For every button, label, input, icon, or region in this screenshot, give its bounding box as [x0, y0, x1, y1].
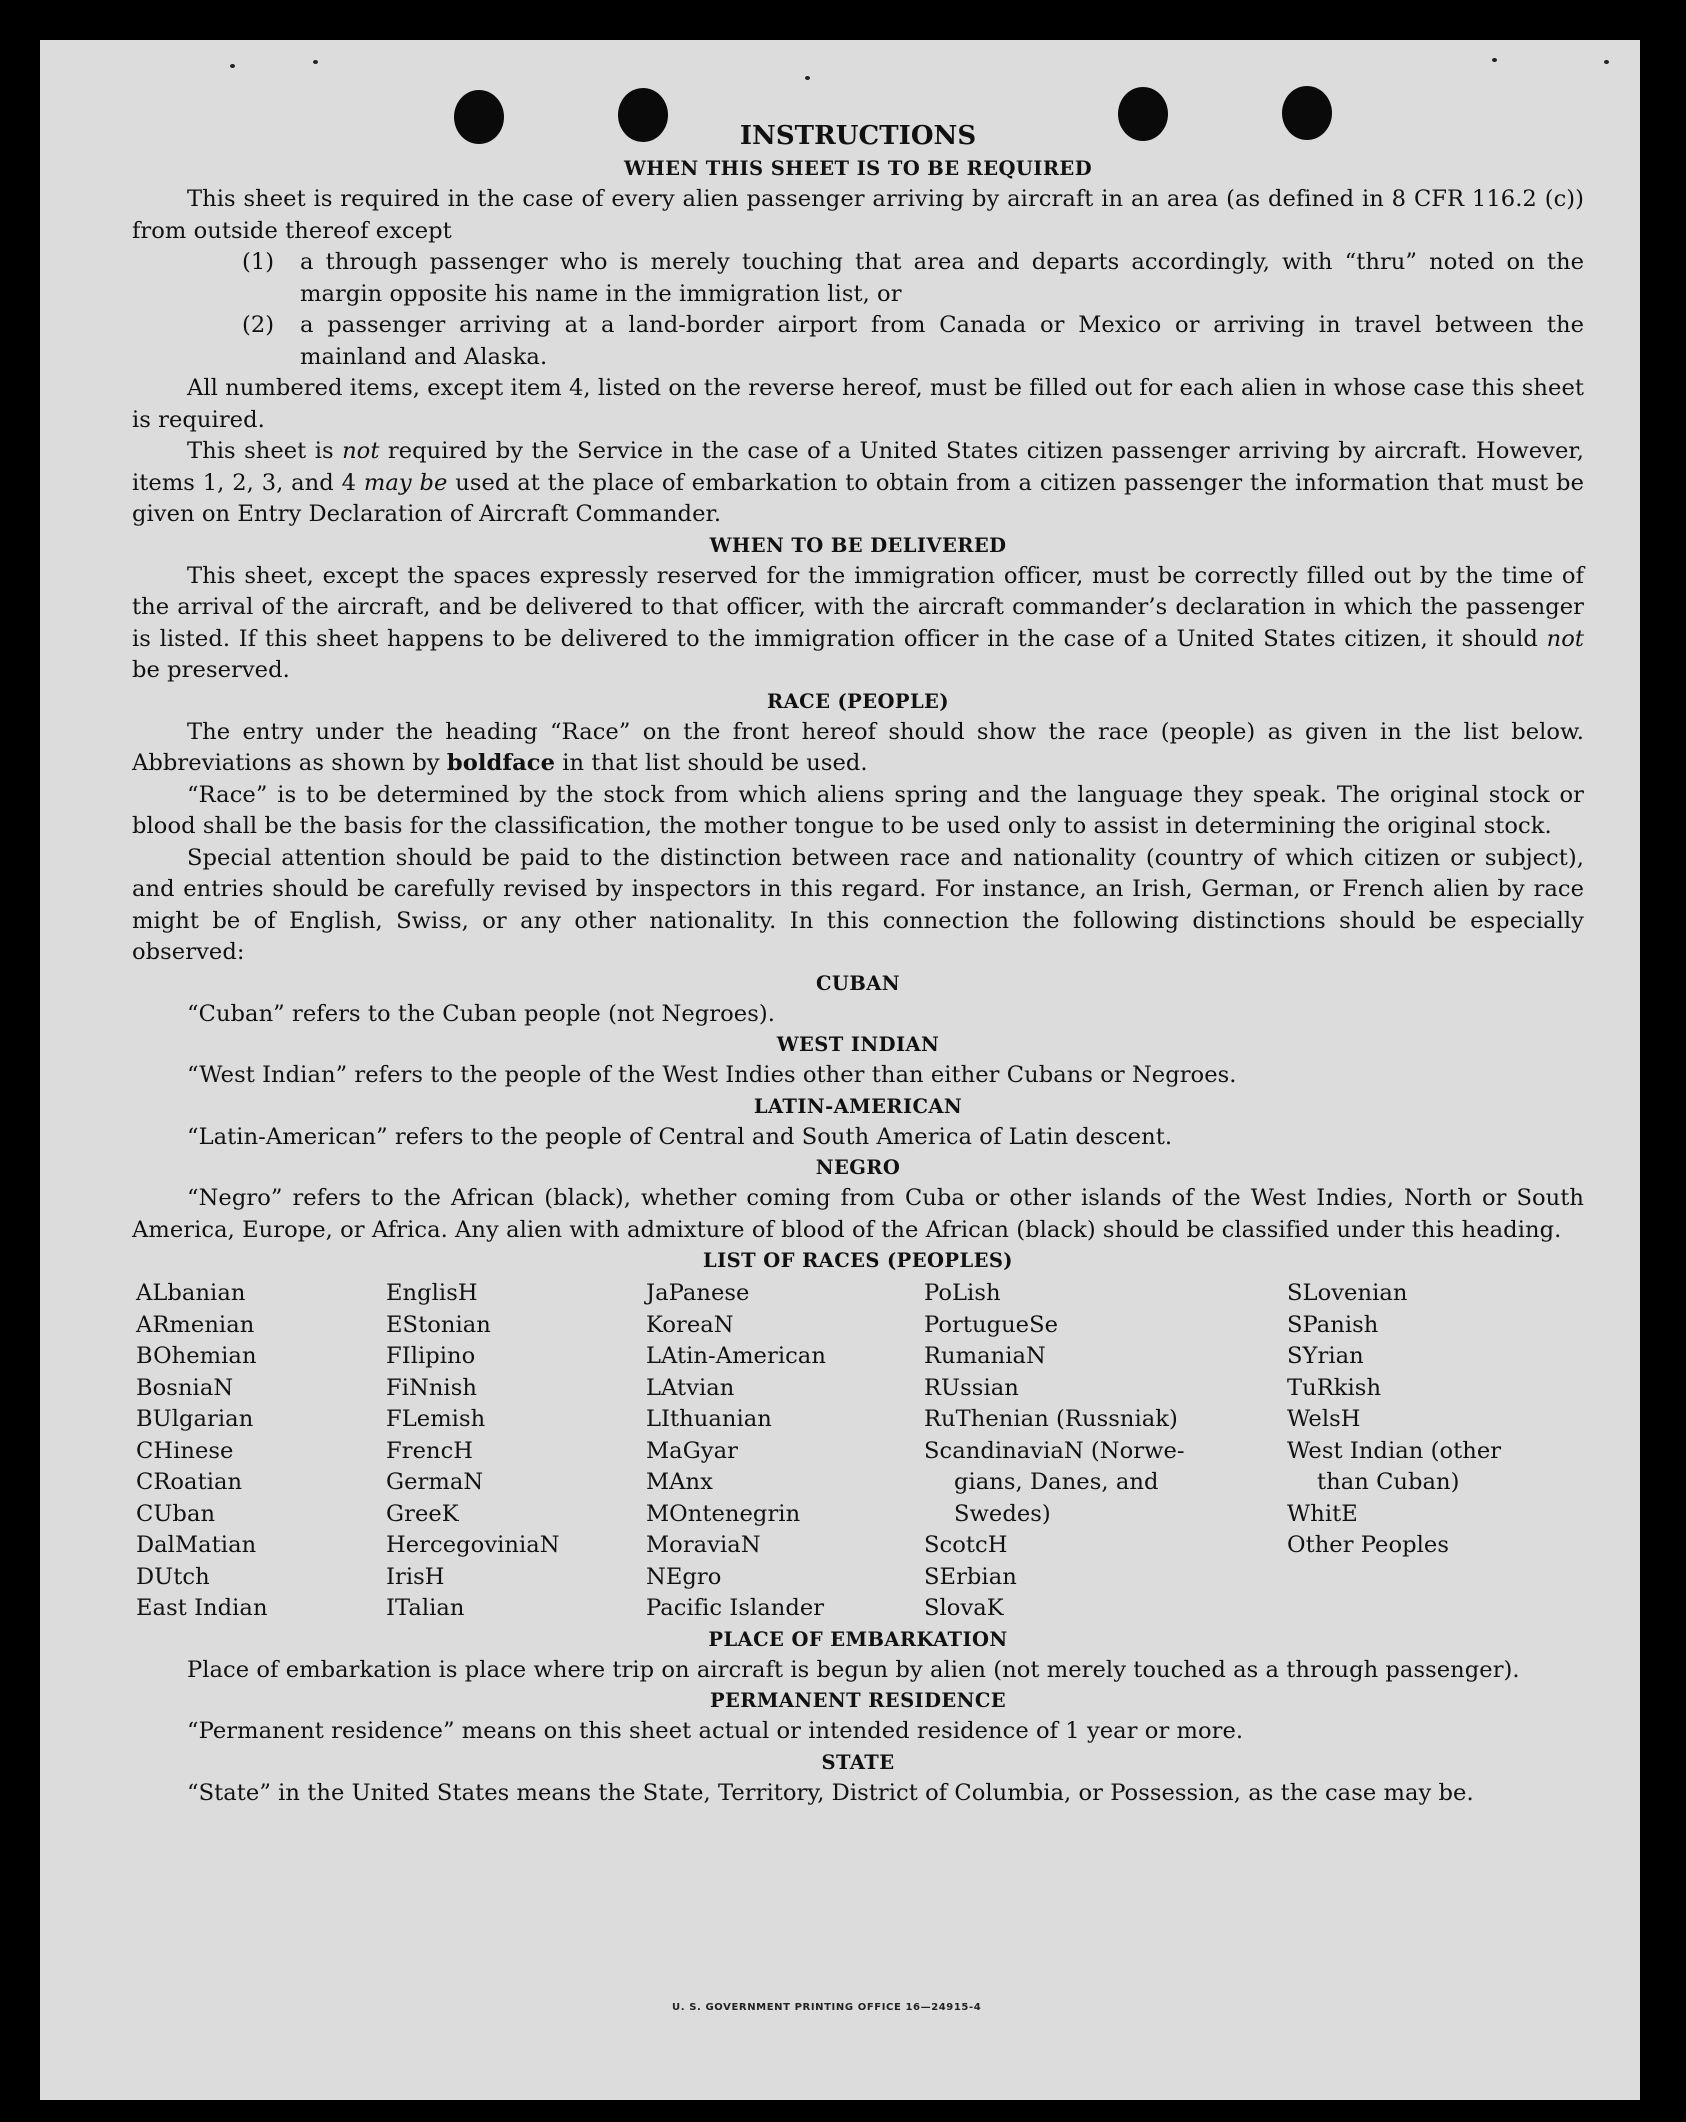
race-entry: MaGyar: [646, 1437, 738, 1464]
races-column: [1287, 1278, 1557, 1625]
race-entry: Swedes): [954, 1500, 1051, 1527]
race-entry: CRoatian: [136, 1469, 243, 1495]
race-entry: ITalian: [386, 1595, 465, 1621]
race-entry: DalMatian: [136, 1532, 257, 1558]
section-heading: WHEN THIS SHEET IS TO BE REQUIRED: [623, 157, 1093, 180]
section-heading: LATIN-AMERICAN: [753, 1094, 963, 1118]
race-entry: MoraviaN: [646, 1532, 761, 1558]
text-run: required by the Service in the case of a United States citizen passenger arriving by aircraft. However, items 1, 2, 3, and 4: [132, 438, 1584, 496]
race-entry: CUban: [136, 1500, 216, 1527]
paragraph: [132, 717, 1584, 780]
race-entry: BOhemian: [136, 1343, 257, 1369]
section-heading: PERMANENT RESIDENCE: [709, 1689, 1007, 1712]
race-entry: SPanish: [1287, 1311, 1379, 1338]
race-entry: ALbanian: [136, 1280, 246, 1306]
list-text: a through passenger who is merely touching that area and departs accordingly, with “thru” noted on the margin opposite his name in the immigration list, or: [300, 249, 1584, 307]
paragraph: “Cuban” refers to the Cuban people (not Negroes).: [187, 1000, 775, 1027]
section-heading: PLACE OF EMBARKATION: [708, 1627, 1008, 1651]
paragraph: [132, 561, 1584, 687]
paragraph: “Negro” refers to the African (black), whether coming from Cuba or other islands of the West Indies, North or South America, Europe, or Africa. Any alien with admixture of blood of the African (black) should be classified under this heading.: [132, 1185, 1584, 1243]
emphasis: may be: [363, 469, 448, 496]
race-entry: TuRkish: [1287, 1374, 1382, 1401]
races-column: [386, 1278, 646, 1625]
race-entry: SErbian: [924, 1563, 1017, 1590]
race-entry: KoreaN: [646, 1311, 734, 1338]
race-entry: LIthuanian: [646, 1406, 772, 1432]
race-entry: RuThenian (Russniak): [924, 1406, 1178, 1432]
race-entry: West Indian (other: [1287, 1437, 1502, 1464]
speck: [313, 60, 318, 64]
paragraph: “West Indian” refers to the people of the West Indies other than either Cubans or Negroes.: [187, 1062, 1237, 1088]
race-entry: LAtvian: [646, 1374, 735, 1401]
paragraph: “Permanent residence” means on this sheet actual or intended residence of 1 year or more.: [187, 1718, 1244, 1744]
race-entry: FLemish: [386, 1406, 486, 1432]
list-text: a passenger arriving at a land-border airport from Canada or Mexico or arriving in travel between the mainland and Alaska.: [300, 312, 1584, 370]
race-entry: NEgro: [646, 1563, 722, 1590]
race-entry: SYrian: [1287, 1343, 1364, 1369]
race-entry: PoLish: [924, 1280, 1001, 1306]
paragraph: [132, 436, 1584, 531]
race-entry: ScandinaviaN (Norwe-: [924, 1437, 1185, 1464]
race-entry: PortugueSe: [924, 1311, 1059, 1338]
race-entry: DUtch: [136, 1563, 210, 1590]
text-run: be preserved.: [132, 657, 290, 683]
text-run: in that list should be used.: [555, 750, 868, 776]
race-entry: FIlipino: [386, 1343, 476, 1369]
document-page: [40, 40, 1640, 2100]
speck: [805, 76, 810, 80]
section-heading: WEST INDIAN: [776, 1033, 940, 1056]
race-entry: gians, Danes, and: [954, 1469, 1159, 1495]
speck: [230, 64, 235, 68]
race-entry: EnglisH: [386, 1280, 478, 1306]
instructions-body: [132, 118, 1584, 1809]
paragraph: Place of embarkation is place where trip on aircraft is begun by alien (not merely touched as a through passenger).: [187, 1656, 1520, 1683]
race-entry: JaPanese: [646, 1280, 750, 1306]
race-entry: SLovenian: [1287, 1280, 1408, 1306]
text-run: This sheet is: [187, 438, 343, 464]
section-heading: WHEN TO BE DELIVERED: [709, 533, 1007, 557]
race-entry: ScotcH: [924, 1532, 1008, 1558]
race-entry: GermaN: [386, 1469, 484, 1495]
section-heading: STATE: [821, 1750, 895, 1774]
race-entry: FiNnish: [386, 1374, 477, 1401]
paragraph: “State” in the United States means the State, Territory, District of Columbia, or Possession, as the case may be.: [187, 1779, 1474, 1806]
paragraph: “Race” is to be determined by the stock from which aliens spring and the language they speak. The original stock or blood shall be the basis for the classification, the mother tongue to be used only to assist in determining the original stock.: [132, 781, 1584, 839]
races-column: [136, 1278, 386, 1625]
race-entry: IrisH: [386, 1563, 445, 1590]
section-heading: LIST OF RACES (PEOPLES): [703, 1249, 1013, 1272]
race-entry: Pacific Islander: [646, 1595, 825, 1621]
race-entry: WelsH: [1287, 1406, 1361, 1432]
list-item: [242, 247, 1584, 310]
text-run: The entry under the heading “Race” on the front hereof should show the race (people) as given in the list below. Abbreviations as shown by: [132, 718, 1584, 776]
paragraph: “Latin-American” refers to the people of Central and South America of Latin descent.: [187, 1123, 1173, 1150]
printer-imprint: U. S. GOVERNMENT PRINTING OFFICE 16—24915-4: [672, 2002, 982, 2013]
section-heading: NEGRO: [815, 1156, 901, 1179]
race-entry: RUssian: [924, 1374, 1019, 1401]
race-entry: BUlgarian: [136, 1406, 254, 1432]
paragraph: This sheet is required in the case of every alien passenger arriving by aircraft in an area (as defined in 8 CFR 116.2 (c)) from outside thereof except: [132, 186, 1584, 244]
race-entry: RumaniaN: [924, 1343, 1046, 1369]
race-entry: EStonian: [386, 1311, 491, 1338]
race-entry: LAtin-American: [646, 1343, 826, 1369]
race-entry: MAnx: [646, 1469, 713, 1495]
races-list: [136, 1278, 1584, 1625]
text-run: This sheet, except the spaces expressly reserved for the immigration officer, must be correctly filled out by the time of the arrival of the aircraft, and be delivered to that officer, with the aircraft commander’s declaration in which the passenger is listed. If this sheet happens to be delivered to the immigration officer in the case of a United States citizen, it should: [132, 562, 1584, 652]
race-entry: Other Peoples: [1287, 1532, 1449, 1558]
races-column: [924, 1278, 1287, 1625]
race-entry: GreeK: [386, 1500, 459, 1527]
race-entry: CHinese: [136, 1437, 234, 1464]
list-item: [242, 310, 1584, 373]
race-entry: MOntenegrin: [646, 1500, 801, 1527]
race-entry: ARmenian: [136, 1311, 255, 1338]
race-entry: than Cuban): [1317, 1469, 1460, 1495]
list-number: (1): [242, 249, 275, 275]
speck: [1492, 58, 1497, 62]
races-column: [646, 1278, 924, 1625]
race-entry: WhitE: [1287, 1500, 1358, 1527]
race-entry: HercegoviniaN: [386, 1532, 560, 1558]
emphasis: not: [342, 438, 380, 464]
text-run: used at the place of embarkation to obtain from a citizen passenger the information that must be given on Entry Declaration of Aircraft Commander.: [132, 469, 1584, 527]
emphasis: not: [1546, 625, 1584, 652]
race-entry: East Indian: [136, 1595, 268, 1621]
race-entry: SlovaK: [924, 1595, 1004, 1621]
race-entry: FrencH: [386, 1437, 474, 1464]
speck: [1604, 60, 1609, 64]
bold-text: boldface: [446, 750, 556, 776]
race-entry: BosniaN: [136, 1374, 234, 1401]
paragraph: All numbered items, except item 4, listed on the reverse hereof, must be filled out for each alien in whose case this sheet is required.: [132, 375, 1584, 433]
list-number: (2): [242, 312, 275, 338]
section-heading: RACE (PEOPLE): [767, 689, 949, 713]
paragraph: Special attention should be paid to the distinction between race and nationality (country of which citizen or subject), and entries should be carefully revised by inspectors in this regard. For instance, an Irish, German, or French alien by race might be of English, Swiss, or any other nationality. In this connection the following distinctions should be especially observed:: [132, 844, 1584, 965]
page-title: INSTRUCTIONS: [739, 121, 977, 151]
section-heading: CUBAN: [816, 971, 900, 995]
